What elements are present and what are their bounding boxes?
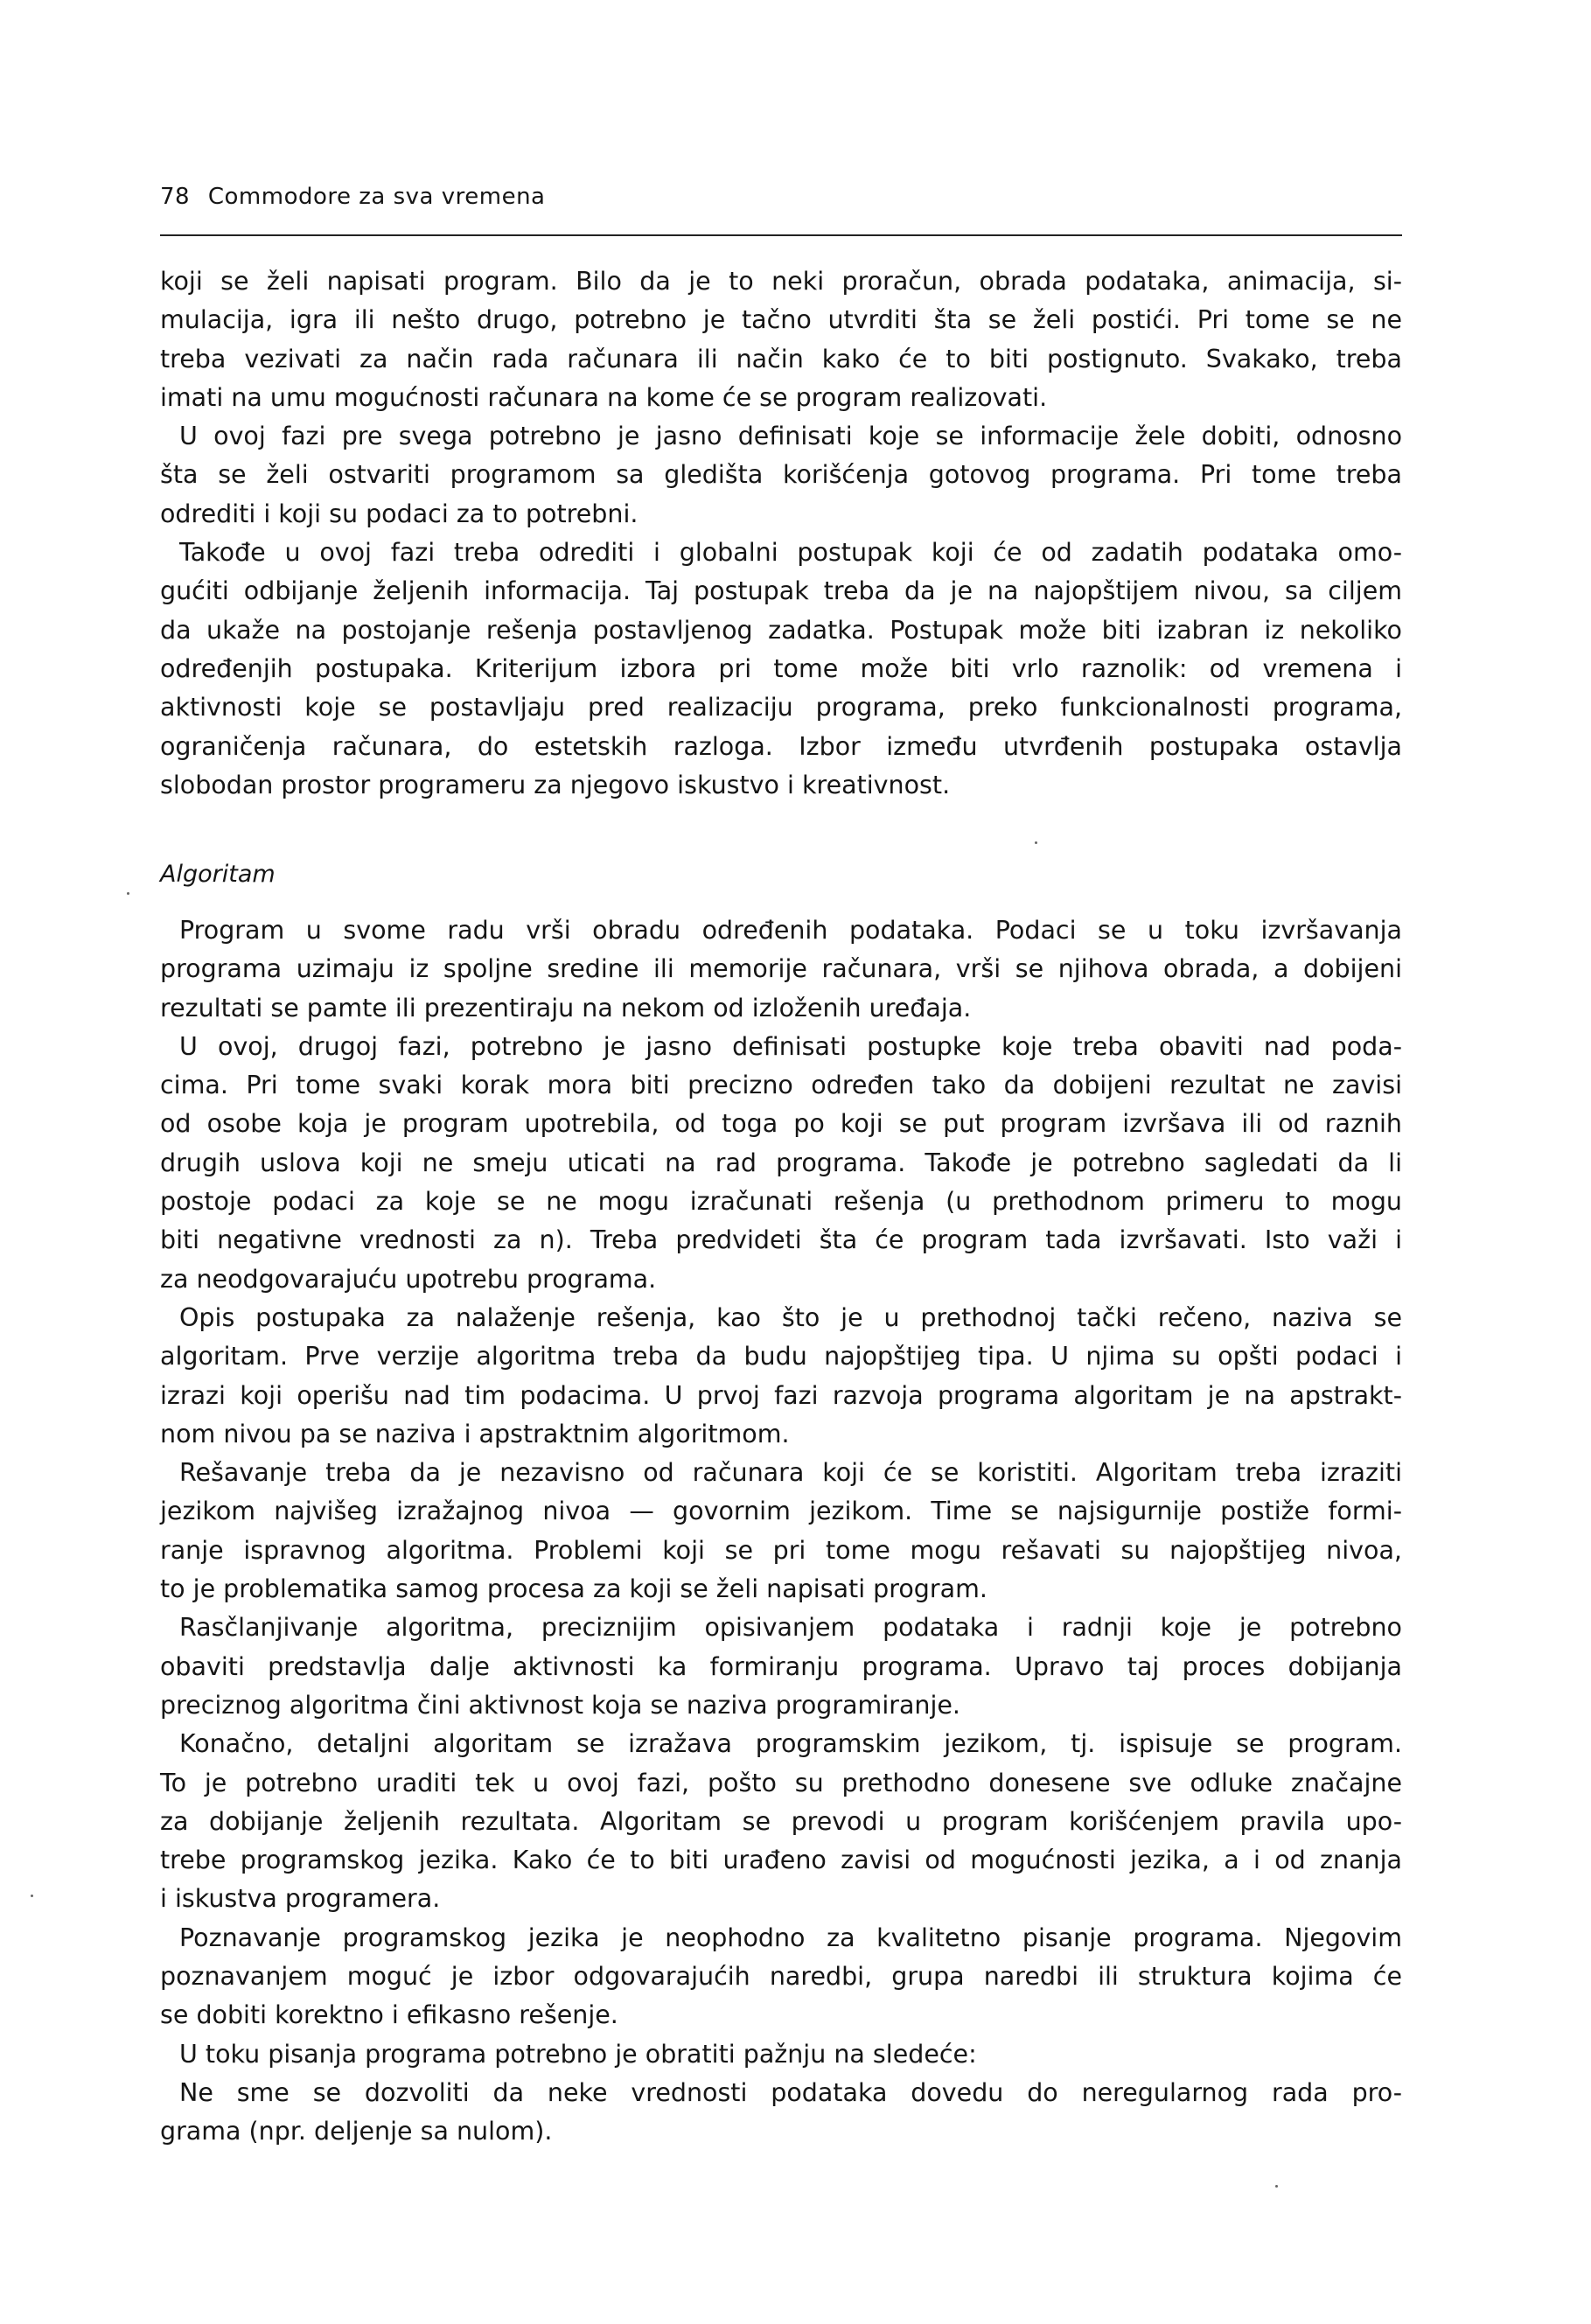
text-line: Ne sme se dozvoliti da neke vrednosti podataka dovedu do neregularnog rada pro- — [179, 2077, 1402, 2107]
text-line: gućiti odbijanje željenih informacija. Taj postupak treba da je na najopštijem nivou, sa ciljem — [160, 576, 1402, 606]
scan-speck — [1275, 2185, 1278, 2188]
text-line: to je problematika samog procesa za koji se želi napisati program. — [160, 1574, 987, 1604]
text-line: drugih uslova koji ne smeju uticati na rad programa. Takođe je potrebno sagledati da li — [160, 1148, 1402, 1177]
text-line: slobodan prostor programeru za njegovo iskustvo i kreativnost. — [160, 770, 951, 799]
text-line: obaviti predstavlja dalje aktivnosti ka formiranju programa. Upravo taj proces dobijanja — [160, 1651, 1402, 1681]
scan-speck — [1035, 841, 1037, 844]
text-line: treba vezivati za način rada računara ili način kako će to biti postignuto. Svakako, treba — [160, 344, 1402, 373]
scan-speck — [31, 1895, 33, 1897]
text-line: Rasčlanjivanje algoritma, preciznijim opisivanjem podataka i radnji koje je potrebno — [179, 1613, 1402, 1643]
intro-text — [160, 262, 1402, 805]
text-line: programa uzimaju iz spoljne sredine ili memorije računara, vrši se njihova obrada, a dobijeni — [160, 954, 1402, 984]
text-line: jezikom najvišeg izražajnog nivoa — govornim jezikom. Time se najsigurnije postiže formi- — [160, 1497, 1402, 1526]
text-line: Konačno, detaljni algoritam se izražava programskim jezikom, tj. ispisuje se program. — [179, 1729, 1402, 1759]
text-line: postoje podaci za koje se ne mogu izračunati rešenja (u prethodnom primeru to mogu — [160, 1187, 1402, 1217]
text-line: Program u svome radu vrši obradu određenih podataka. Podaci se u toku izvršavanja — [179, 916, 1402, 945]
text-line: i iskustva programera. — [160, 1884, 441, 1914]
text-line: algoritam. Prve verzije algoritma treba da budu najopštijeg tipa. U njima su opšti podaci i — [160, 1342, 1402, 1371]
book-page — [160, 0, 1402, 2324]
text-line: U ovoj, drugoj fazi, potrebno je jasno definisati postupke koje treba obaviti nad poda- — [179, 1031, 1402, 1061]
text-line: U ovoj fazi pre svega potrebno je jasno definisati koje se informacije žele dobiti, odnosno — [179, 422, 1402, 451]
text-line: Rešavanje treba da je nezavisno od računara koji će se koristiti. Algoritam treba izraziti — [179, 1458, 1402, 1488]
text-line: cima. Pri tome svaki korak mora biti precizno određen tako da dobijeni rezultat ne zavisi — [160, 1071, 1402, 1100]
text-line: aktivnosti koje se postavljaju pred realizaciju programa, preko funkcionalnosti programa, — [160, 693, 1402, 722]
text-line: šta se želi ostvariti programom sa gledišta korišćenja gotovog programa. Pri tome treba — [160, 460, 1402, 490]
text-line: se dobiti korektno i efikasno rešenje. — [160, 2000, 618, 2030]
text-line: U toku pisanja programa potrebno je obratiti pažnju na sledeće: — [179, 2039, 977, 2069]
text-line: koji se želi napisati program. Bilo da je to neki proračun, obrada podataka, animacija, si- — [160, 267, 1402, 296]
text-line: ograničenja računara, do estetskih razloga. Izbor između utvrđenih postupaka ostavlja — [160, 731, 1402, 761]
text-line: određenjih postupaka. Kriterijum izbora pri tome može biti vrlo raznolik: od vremena i — [160, 653, 1402, 683]
text-line: imati na umu mogućnosti računara na kome će se program realizovati. — [160, 382, 1048, 412]
scan-speck — [127, 892, 129, 895]
text-line: Takođe u ovoj fazi treba odrediti i globalni postupak koji će od zadatih podataka omo- — [179, 538, 1402, 568]
text-line: rezultati se pamte ili prezentiraju na nekom od izloženih uređaja. — [160, 993, 972, 1022]
text-line: odrediti i koji su podaci za to potrebni. — [160, 499, 638, 528]
text-line: izrazi koji operišu nad tim podacima. U prvoj fazi razvoja programa algoritam je na apstrakt- — [160, 1380, 1402, 1410]
text-line: da ukaže na postojanje rešenja postavljenog zadatka. Postupak može biti izabran iz nekoliko — [160, 615, 1402, 645]
text-line: To je potrebno uraditi tek u ovoj fazi, pošto su prethodno donesene sve odluke značajne — [160, 1768, 1402, 1797]
text-line: nom nivou pa se naziva i apstraktnim algoritmom. — [160, 1419, 790, 1448]
running-header — [160, 184, 545, 210]
section-body — [160, 911, 1402, 2152]
section-heading: Algoritam — [160, 861, 276, 888]
text-line: mulacija, igra ili nešto drugo, potrebno je tačno utvrditi šta se želi postići. Pri tome se ne — [160, 305, 1402, 335]
text-line: za neodgovarajuću upotrebu programa. — [160, 1264, 657, 1294]
header-rule — [160, 234, 1402, 236]
text-line: za dobijanje željenih rezultata. Algoritam se prevodi u program korišćenjem pravila upo- — [160, 1806, 1402, 1836]
text-line: poznavanjem moguć je izbor odgovarajućih naredbi, grupa naredbi ili struktura kojima će — [160, 1962, 1402, 1992]
text-line: od osobe koja je program upotrebila, od toga po koji se put program izvršava ili od raznih — [160, 1109, 1402, 1139]
text-line: biti negativne vrednosti za n). Treba predvideti šta će program tada izvršavati. Isto važi i — [160, 1225, 1402, 1255]
text-line: ranje ispravnog algoritma. Problemi koji se pri tome mogu rešavati su najopštijeg nivoa, — [160, 1535, 1402, 1565]
text-line: grama (npr. deljenje sa nulom). — [160, 2117, 553, 2146]
text-line: trebe programskog jezika. Kako će to biti urađeno zavisi od mogućnosti jezika, a i od znanja — [160, 1846, 1402, 1875]
text-line: Opis postupaka za nalaženje rešenja, kao što je u prethodnoj tački rečeno, naziva se — [179, 1302, 1402, 1332]
text-line: preciznog algoritma čini aktivnost koja se naziva programiranje. — [160, 1690, 960, 1720]
book-title: Commodore za sva vremena — [207, 184, 546, 210]
page-number: 78 — [160, 184, 191, 210]
text-line: Poznavanje programskog jezika je neophodno za kvalitetno pisanje programa. Njegovim — [179, 1923, 1402, 1952]
